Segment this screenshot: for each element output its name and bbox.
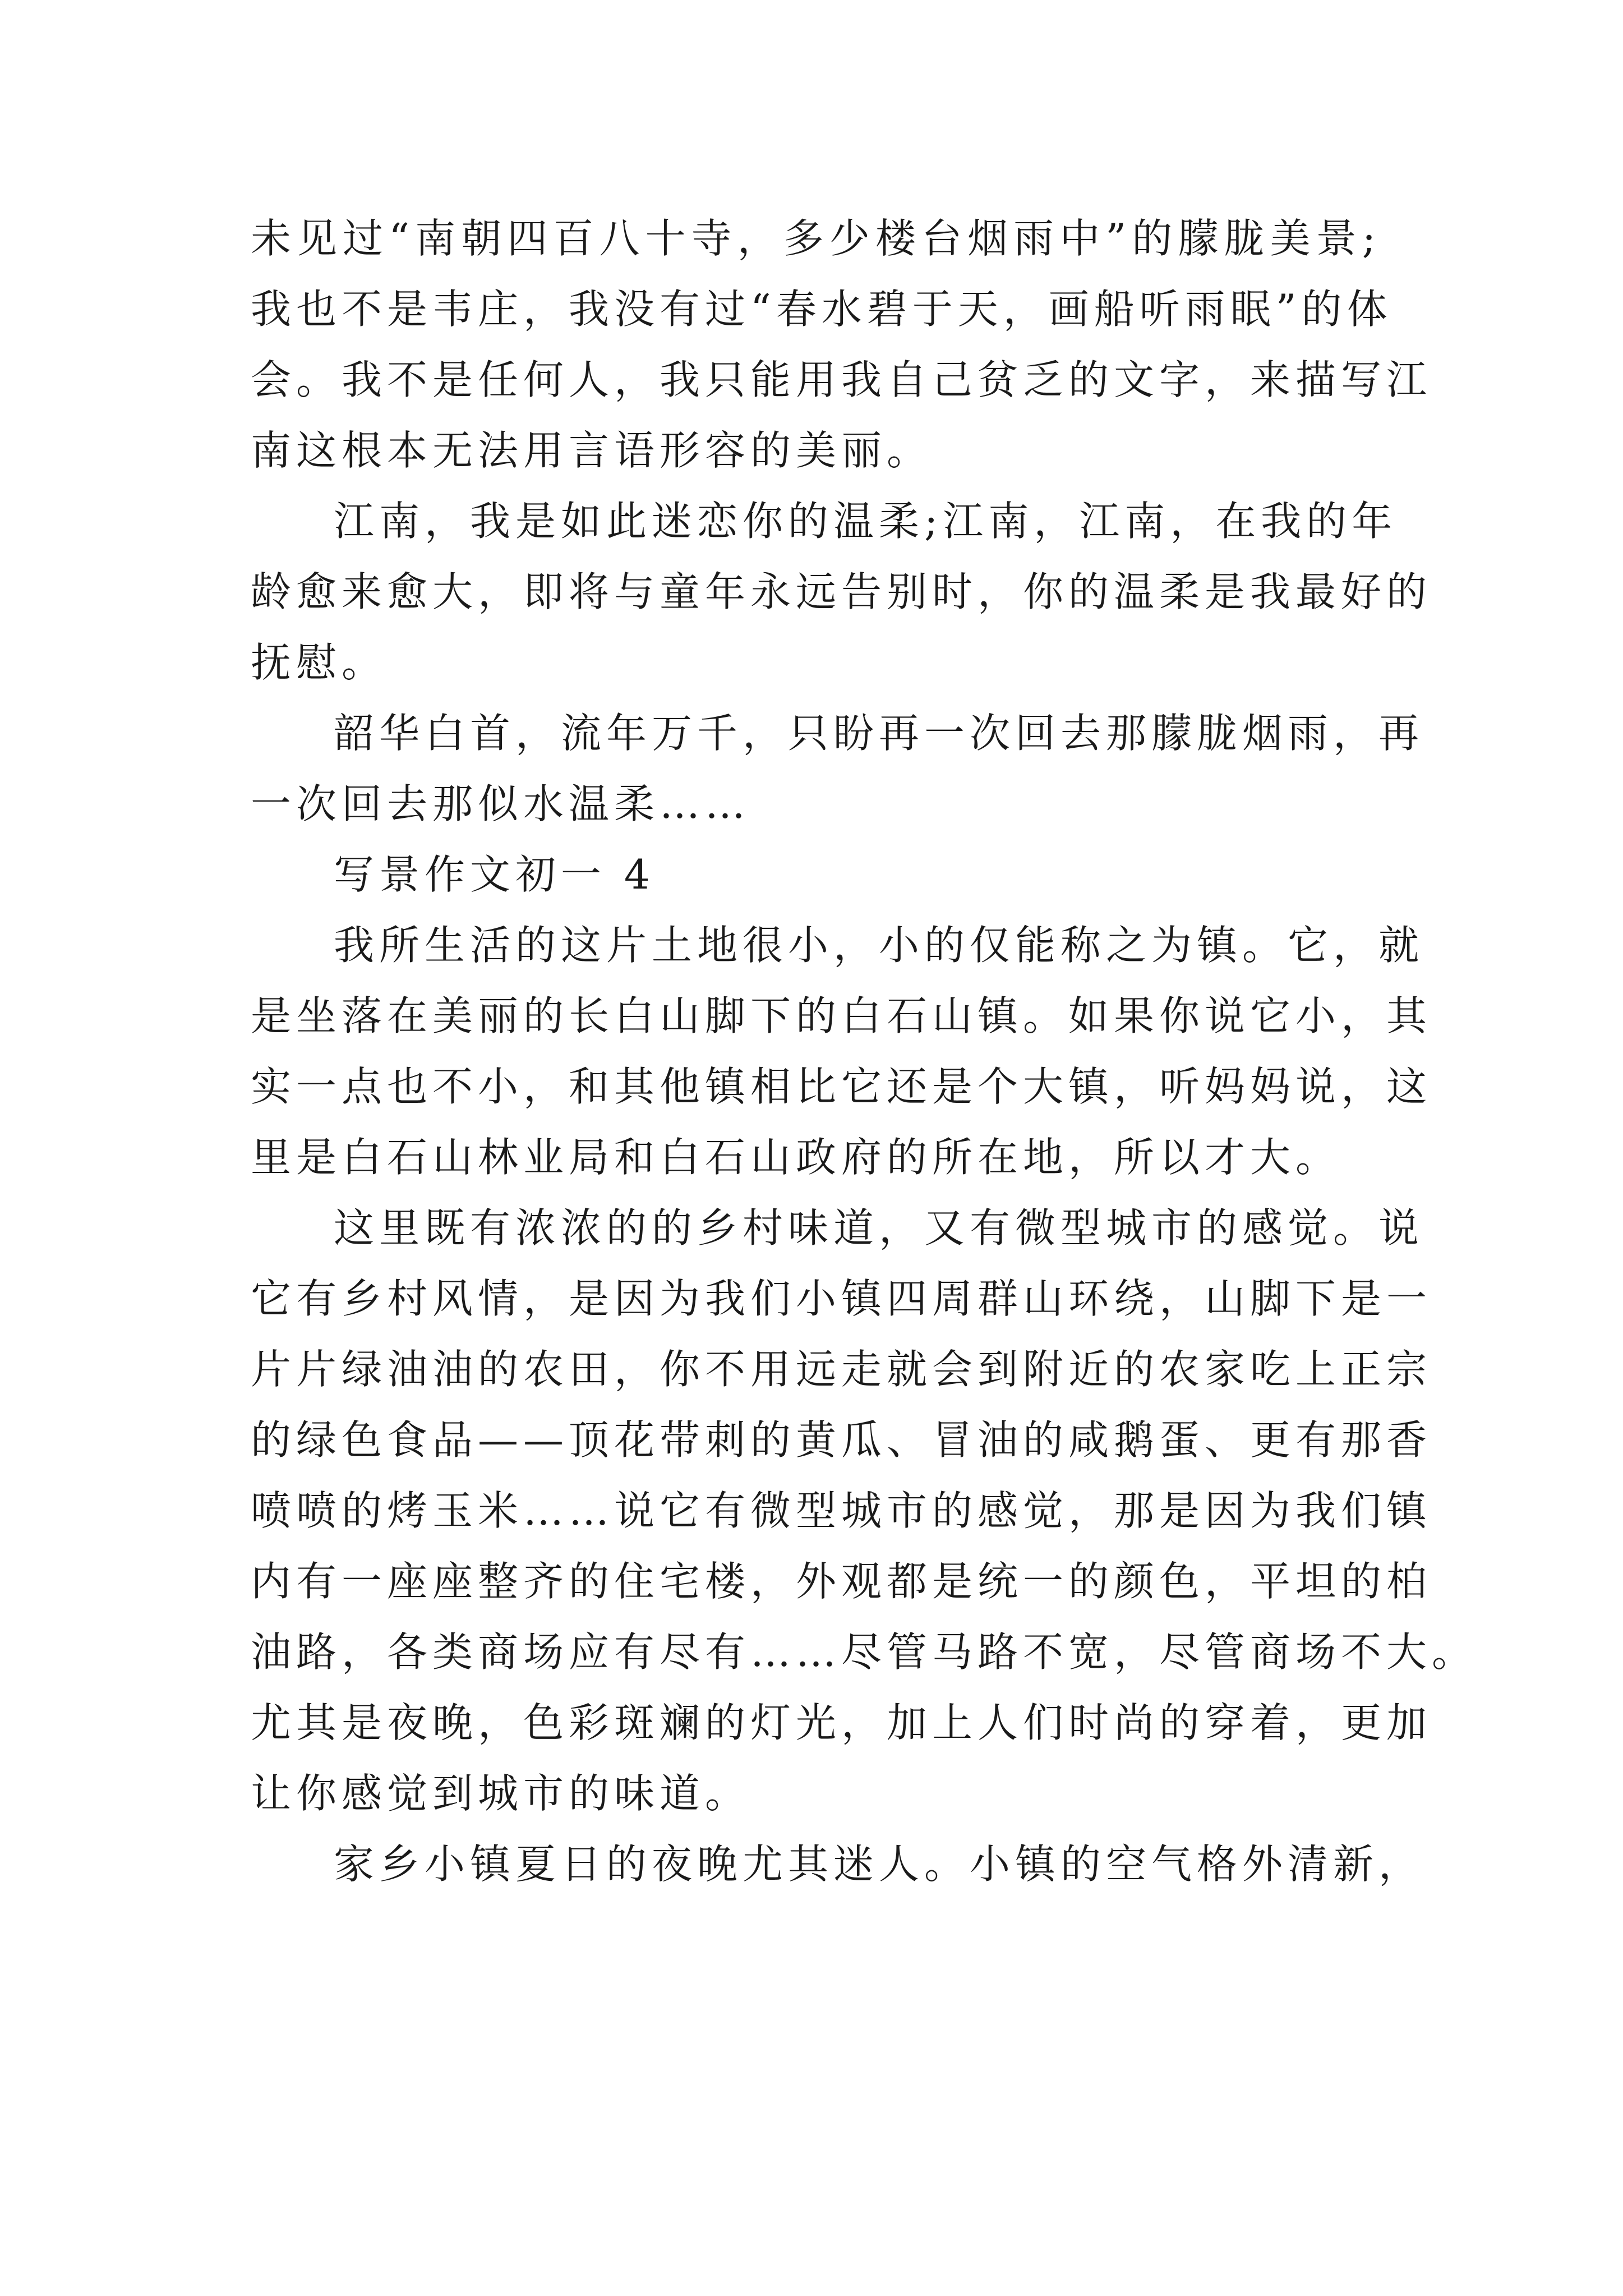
paragraph-first-line: 韶华白首，流年万千，只盼再一次回去那朦胧烟雨，再 bbox=[334, 710, 1424, 757]
text-line: 会。我不是任何人，我只能用我自己贫乏的文字，来描写江 bbox=[251, 356, 1432, 403]
text-line: 油路，各类商场应有尽有……尽管马路不宽，尽管商场不大。 bbox=[251, 1628, 1478, 1676]
text-line: 它有乡村风情，是因为我们小镇四周群山环绕，山脚下是一 bbox=[251, 1275, 1432, 1322]
text-line: 尤其是夜晚，色彩斑斓的灯光，加上人们时尚的穿着，更加 bbox=[251, 1699, 1432, 1746]
text-line: 实一点也不小，和其他镇相比它还是个大镇，听妈妈说，这 bbox=[251, 1063, 1432, 1110]
paragraph-first-line: 家乡小镇夏日的夜晚尤其迷人。小镇的空气格外清新， bbox=[334, 1841, 1424, 1888]
text-line: 里是白石山林业局和白石山政府的所在地，所以才大。 bbox=[251, 1134, 1341, 1181]
document-body bbox=[251, 203, 1478, 1899]
text-line: 抚慰。 bbox=[251, 639, 388, 686]
text-line: 是坐落在美丽的长白山脚下的白石山镇。如果你说它小，其 bbox=[251, 992, 1432, 1039]
text-line: 让你感觉到城市的味道。 bbox=[251, 1770, 751, 1817]
section-heading: 写景作文初一 4 bbox=[334, 851, 655, 898]
text-line: 喷喷的烤玉米……说它有微型城市的感觉，那是因为我们镇 bbox=[251, 1487, 1432, 1534]
text-line: 我也不是韦庄，我没有过“春水碧于天，画船听雨眠”的体 bbox=[251, 286, 1393, 333]
paragraph-first-line: 这里既有浓浓的的乡村味道，又有微型城市的感觉。说 bbox=[334, 1204, 1424, 1251]
text-line: 龄愈来愈大，即将与童年永远告别时，你的温柔是我最好的 bbox=[251, 568, 1432, 615]
text-line: 南这根本无法用言语形容的美丽。 bbox=[251, 427, 933, 474]
text-line: 内有一座座整齐的住宅楼，外观都是统一的颜色，平坦的柏 bbox=[251, 1558, 1432, 1605]
paragraph-first-line: 江南，我是如此迷恋你的温柔;江南，江南，在我的年 bbox=[334, 498, 1398, 545]
text-line: 的绿色食品——顶花带刺的黄瓜、冒油的咸鹅蛋、更有那香 bbox=[251, 1416, 1432, 1464]
text-line: 一次回去那似水温柔…… bbox=[251, 780, 751, 827]
text-line: 片片绿油油的农田，你不用远走就会到附近的农家吃上正宗 bbox=[251, 1346, 1432, 1393]
text-line: 未见过“南朝四百八十寺，多少楼台烟雨中”的朦胧美景; bbox=[251, 215, 1381, 262]
paragraph-first-line: 我所生活的这片土地很小，小的仅能称之为镇。它，就 bbox=[334, 922, 1424, 969]
